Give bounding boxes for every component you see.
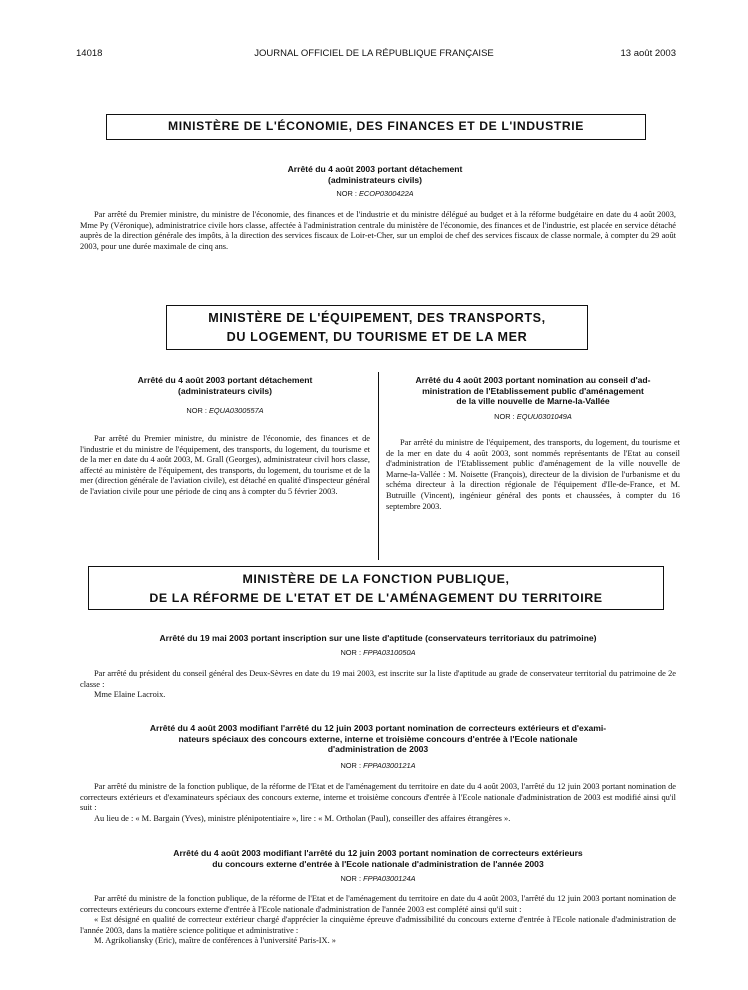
nor-reference: NOR : ECOP0300422A [336,189,414,198]
decree-body-right: Par arrêté du ministre de l'équipement, des transports, du logement, du tourisme et de la mer en date du 4 août 2003, sont nommés représentants de l'Etat au conseil d'administration de l'Etablissement public d'aménagement de la ville nouvelle de Marne-la-Vallée : M. Noisette (François), directeur de la division de l'urbanisme et du schéma directeur à la direction régionale de l'équipement d'Ile-de-France, et M. Butruille (Vincent), ingénieur général des ponts et chaussées, à compter du 16 septembre 2003. [386,438,680,511]
decree1-body: Par arrêté du président du conseil général des Deux-Sèvres en date du 19 mai 2003, est inscrite sur la liste d'aptitude au grade de conservateur territorial du patrimoine de 2e classe : Mme Elaine Lacroix. [80,669,676,700]
decree-title-left: Arrêté du 4 août 2003 portant détachement (administrateurs civils) [137,375,313,396]
nor-reference-left: NOR : EQUA0300557A [186,406,264,415]
journal-title: JOURNAL OFFICIEL DE LA RÉPUBLIQUE FRANÇAISE [254,48,494,59]
decree3-name: M. Agrikoliansky (Eric), maître de conférences à l'université Paris-IX. » [94,936,336,946]
decree1-title: Arrêté du 19 mai 2003 portant inscription sur une liste d'aptitude (conservateurs territoriaux du patrimoine) [159,633,597,643]
decree1-nor: NOR : FPPA0310050A [340,648,416,657]
decree2-title: Arrêté du 4 août 2003 modifiant l'arrêté du 12 juin 2003 portant nomination de correcteurs extérieurs et d'exami- nateurs spéciaux des concours externe, interne et troisième concours d'entrée à l'Ecole nationale d'administration de 2003 [149,723,607,754]
decree2-nor: NOR : FPPA0300121A [340,761,416,770]
decree-body: Par arrêté du Premier ministre, du ministre de l'économie, des finances et de l'industrie et du ministre délégué au budget et à la réforme budgétaire en date du 4 août 2003, Mme Py (Véronique), administratrice civile hors classe, affectée à l'administration centrale du ministère de l'économie, des finances et de l'industrie, est placée en service détaché auprès de la direction générale des impôts, à la direction des services fiscaux de Loir-et-Cher, sur un emploi de chef des services fiscaux de classe normale, à compter du 29 août 2003, pour une durée maximale de cinq ans. [80,210,676,251]
decree2-amendment: Au lieu de : « M. Bargain (Yves), ministre plénipotentiaire », lire : « M. Ortholan (Paul), conseiller des affaires étrangères ». [94,813,511,823]
nor-reference-right: NOR : EQUU0301049A [494,412,572,421]
ministry-title-line1: MINISTÈRE DE LA FONCTION PUBLIQUE, [242,572,510,586]
decree3-body: Par arrêté du ministre de la fonction publique, de la réforme de l'Etat et de l'aménagement du territoire en date du 4 août 2003, l'arrêté du 12 juin 2003 portant nomination de correcteurs extérieurs du concours externe d'entrée à l'Ecole nationale d'administration de l'année 2003 est complété ainsi qu'il suit : « Est désigné en qualité de correcteur extérieur chargé d'apprécier la cinquième épreuve d'admissibilité du concours externe d'entrée à l'Ecole nationale d'administration de l'année 2003, dans la matière science politique et administrative : M. Agrikoliansky (Eric), maître de conférences à l'université Paris-IX. » [80,894,676,946]
decree1-name: Mme Elaine Lacroix. [94,690,166,700]
ministry-equipment-box [166,305,588,350]
page-number: 14018 [76,48,103,59]
decree-title-right: Arrêté du 4 août 2003 portant nomination au conseil d'ad- ministration de l'Etablissement public d'aménagement de la ville nouvelle de Marne-la-Vallée [415,375,651,406]
header-date: 13 août 2003 [620,48,676,59]
column-divider [378,372,379,560]
decree2-body: Par arrêté du ministre de la fonction publique, de la réforme de l'Etat et de l'aménagement du territoire en date du 4 août 2003, l'arrêté du 12 juin 2003 portant nomination de correcteurs extérieurs et d'examinateurs spéciaux des concours externe, interne et troisième concours d'entrée à l'Ecole nationale d'administration de 2003 est modifié ainsi qu'il suit : Au lieu de : « M. Bargain (Yves), ministre plénipotentiaire », lire : « M. Ortholan (Paul), conseiller des affaires étrangères ». [80,782,676,823]
ministry-title-line2: DE LA RÉFORME DE L'ETAT ET DE L'AMÉNAGEMENT DU TERRITOIRE [149,590,603,605]
ministry-public-service-box [88,566,664,610]
decree-title: Arrêté du 4 août 2003 portant détachement (administrateurs civils) [287,164,463,185]
decree3-nor: NOR : FPPA0300124A [340,874,416,883]
ministry-economy-box [106,114,646,140]
decree-body-left: Par arrêté du Premier ministre, du ministre de l'économie, des finances et de l'industrie et du ministre de l'équipement, des transports, du logement, du tourisme et de la mer en date du 4 août 2003, M. Grall (Georges), administrateur civil hors classe, affecté au ministère de l'équipement, des transports, du logement, du tourisme et de la mer (direction générale de l'aviation civile), est détaché en qualité d'inspecteur général de l'aviation civile pour une période de cinq ans à compter du 5 février 2003. [80,434,370,496]
ministry-title-line2: DU LOGEMENT, DU TOURISME ET DE LA MER [226,330,528,344]
decree3-quote: « Est désigné en qualité de correcteur extérieur chargé d'apprécier la cinquième épreuve d'admissibilité du concours externe d'entrée à l'Ecole nationale d'administration de l'année 2003, dans la matière science politique et administrative : [80,915,676,935]
ministry-title-line1: MINISTÈRE DE L'ÉQUIPEMENT, DES TRANSPORTS, [208,311,546,325]
decree3-title: Arrêté du 4 août 2003 modifiant l'arrêté du 12 juin 2003 portant nomination de correcteurs extérieurs du concours externe d'entrée à l'Ecole nationale d'administration de l'année 2003 [173,848,583,869]
ministry-title: MINISTÈRE DE L'ÉCONOMIE, DES FINANCES ET DE L'INDUSTRIE [168,119,584,133]
